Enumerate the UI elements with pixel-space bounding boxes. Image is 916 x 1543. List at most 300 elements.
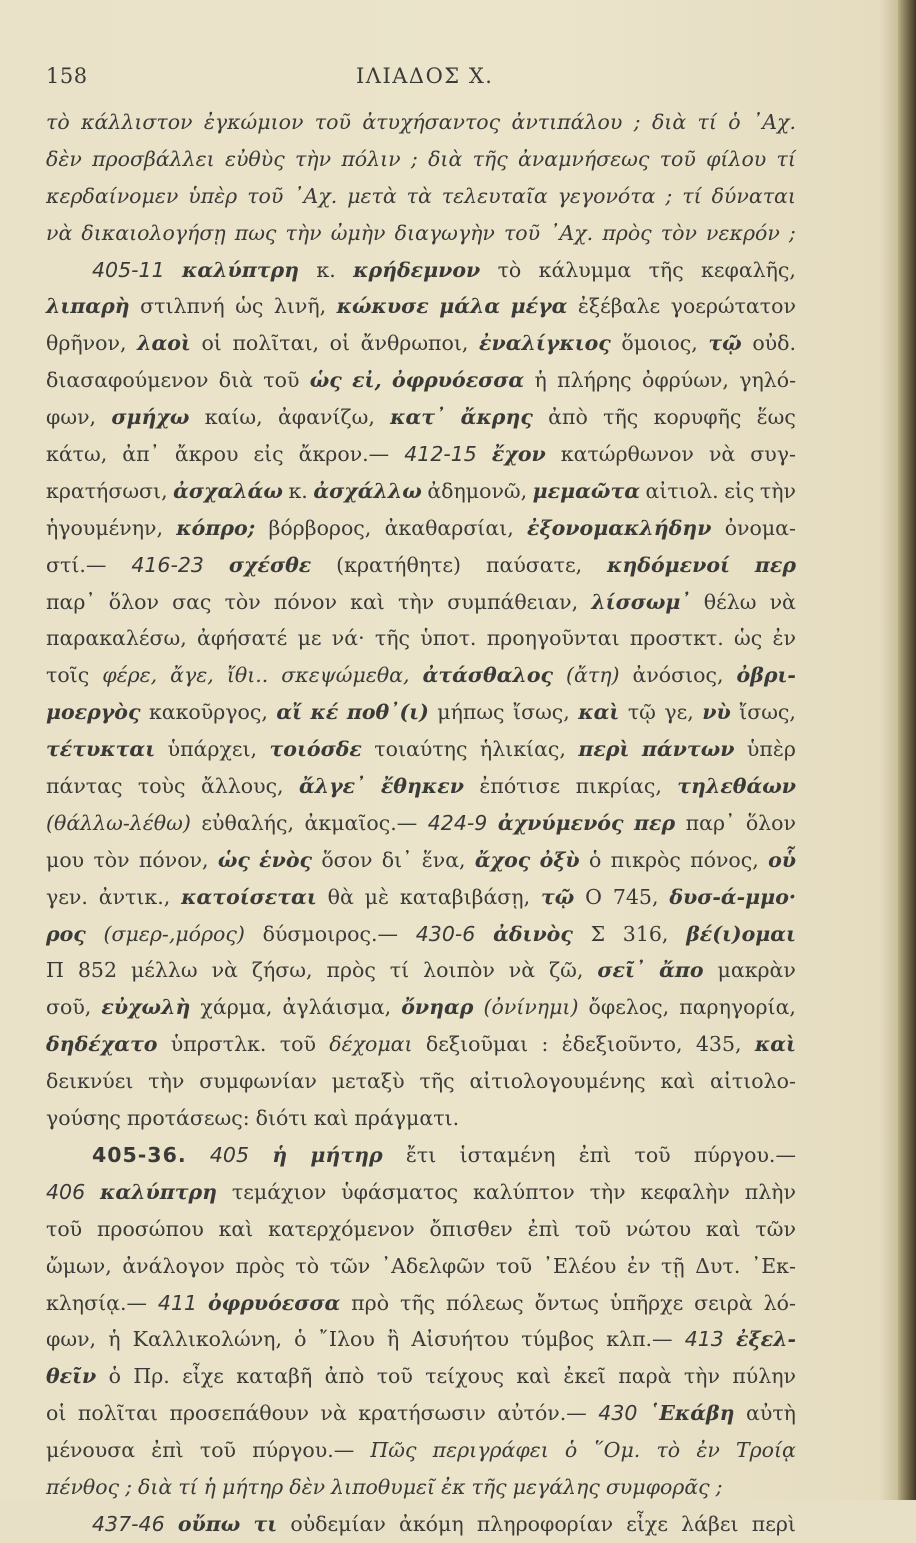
text-fragment: σχέσθε: [228, 552, 312, 577]
text-fragment: μεταξὺ: [331, 1069, 405, 1094]
text-fragment: καὶ: [218, 1216, 254, 1241]
text-fragment: στί.—: [46, 552, 107, 577]
text-fragment: τοῦ: [279, 1032, 316, 1057]
text-fragment: κόπρο;: [176, 515, 256, 540]
text-fragment: θεῖν: [46, 1364, 97, 1389]
text-fragment: περ: [754, 552, 796, 577]
text-fragment: ἀκαθαρσίαι,: [384, 515, 514, 540]
text-fragment: πλὴν: [744, 1179, 796, 1204]
text-fragment: παρὰ: [618, 1364, 672, 1389]
text-fragment: τί: [389, 958, 410, 983]
text-fragment: φέρε,: [102, 663, 158, 688]
text-fragment: ὁ: [728, 110, 741, 134]
text-fragment: ἡλικίας,: [479, 737, 566, 762]
text-fragment: ὑπρστλκ.: [170, 1032, 267, 1057]
text-fragment: καὶ: [313, 1106, 349, 1131]
text-fragment: κεφαλῆς,: [701, 257, 796, 282]
text-fragment: ἄχος: [474, 847, 531, 872]
text-fragment: νώτου: [625, 1216, 692, 1241]
text-fragment: διὰ: [428, 146, 463, 171]
text-fragment: κρατήσωσιν: [358, 1401, 486, 1426]
text-fragment: τῶν: [755, 1216, 796, 1241]
text-fragment: οἱ: [201, 331, 222, 356]
text-fragment: 405-11: [92, 257, 165, 282]
text-fragment: γοερώτατον: [670, 294, 796, 319]
text-fragment: μέλλω: [130, 958, 198, 983]
text-fragment: ᾿Αδελφῶν: [380, 1253, 486, 1278]
text-fragment: ;: [665, 183, 673, 208]
text-fragment: ἐδεξιοῦντο,: [561, 1032, 683, 1057]
text-fragment: ἐξέβαλε: [577, 294, 661, 319]
text-fragment: ἕνα,: [421, 847, 466, 872]
text-line: [46, 1506, 796, 1543]
text-fragment: 430: [598, 1401, 638, 1426]
text-fragment: συμπάθειαν,: [447, 589, 579, 614]
text-fragment: ἴθι..: [226, 663, 269, 688]
text-fragment: μεγάλης: [512, 1474, 600, 1499]
text-line: [46, 104, 796, 141]
text-fragment: ἄνθρωποι,: [360, 331, 469, 356]
text-fragment: ὁ: [564, 1438, 578, 1463]
text-line: [46, 1432, 796, 1469]
text-fragment: ὡς: [734, 626, 763, 651]
text-fragment: μάλα: [439, 294, 501, 319]
text-fragment: κώκυσε: [336, 294, 429, 319]
text-fragment: δυσ-ά-μμο·: [669, 884, 796, 909]
text-fragment: ἀκόμη: [399, 1511, 464, 1536]
text-fragment: ὤμων,: [46, 1253, 112, 1278]
text-fragment: ἄλγε᾿: [299, 774, 366, 799]
text-fragment: οὗ: [768, 847, 796, 872]
text-fragment: τὴν: [397, 589, 435, 614]
text-fragment: κατερχόμενον: [268, 1216, 415, 1241]
text-fragment: οὐδεμίαν: [290, 1511, 386, 1536]
text-fragment: τῆς: [374, 626, 411, 651]
text-fragment: ἀναμνήσεως: [517, 146, 650, 171]
text-fragment: ὀφρύων,: [641, 368, 729, 393]
text-fragment: ῞Ομ.: [593, 1438, 641, 1463]
text-line: [46, 694, 796, 731]
text-fragment: φίλου: [706, 146, 767, 171]
text-fragment: μήτηρ: [221, 1474, 284, 1499]
text-fragment: ἀπὸ: [548, 405, 588, 430]
book-spine-edge: [898, 0, 916, 1500]
text-fragment: ἀνάλογον: [122, 1253, 225, 1278]
text-fragment: συγ-: [750, 442, 796, 467]
text-fragment: (ἄτη): [566, 663, 620, 688]
text-fragment: ζῶ,: [549, 958, 584, 983]
text-fragment: τί: [776, 146, 796, 171]
text-fragment: 411: [157, 1290, 198, 1315]
text-fragment: πόνον,: [138, 847, 209, 872]
text-fragment: αὐτὴ: [746, 1401, 796, 1426]
text-fragment: ὀβρι-: [736, 663, 796, 688]
text-fragment: εἶχε: [626, 1511, 668, 1536]
text-fragment: ᾿Αχ.: [549, 220, 594, 245]
text-fragment: ὑπὲρ: [746, 737, 796, 762]
text-fragment: χάρμα,: [200, 995, 273, 1020]
text-fragment: εἰς: [724, 478, 755, 503]
text-fragment: μου: [46, 847, 85, 872]
text-fragment: τεμάχιον: [231, 1179, 327, 1204]
text-line: [46, 1469, 796, 1506]
text-fragment: ὀφρυόεσσα: [391, 368, 525, 393]
text-fragment: πύργου.—: [252, 1438, 355, 1463]
text-fragment: μήτηρ: [310, 1142, 383, 1167]
text-fragment: αἴ: [276, 700, 303, 725]
text-fragment: παρακαλέσω,: [46, 626, 187, 651]
text-line: [46, 399, 796, 436]
text-fragment: ἀσχαλάω: [173, 478, 283, 503]
text-fragment: τείχους: [425, 1364, 504, 1389]
text-fragment: κατώρθωνον: [560, 442, 694, 467]
text-fragment: πρὸς: [235, 1253, 285, 1278]
text-fragment: αἰτιολογουμένης: [469, 1069, 646, 1094]
text-fragment: τὸ: [656, 1438, 681, 1463]
text-fragment: τὴν: [759, 478, 796, 503]
text-fragment: τοῦ: [199, 1438, 237, 1463]
text-fragment: ὅμοιος,: [621, 331, 698, 356]
text-fragment: οἱ: [46, 1401, 67, 1426]
text-fragment: τοὺς: [137, 774, 186, 799]
text-fragment: 430-6: [415, 921, 476, 946]
text-fragment: ὑπὲρ: [188, 183, 238, 208]
text-fragment: θὰ: [327, 884, 354, 909]
text-fragment: (θάλλω-λέθω): [46, 810, 191, 835]
text-fragment: κλπ.—: [606, 1327, 673, 1352]
text-fragment: Δυτ.: [695, 1253, 741, 1278]
text-fragment: ἢ: [386, 1327, 400, 1352]
text-fragment: ἄλλους,: [200, 774, 284, 799]
text-fragment: ἐπότισε: [479, 774, 561, 799]
text-fragment: 745,: [612, 884, 659, 909]
text-fragment: μακρὰν: [717, 958, 796, 983]
text-fragment: μένουσα: [46, 1438, 136, 1463]
text-fragment: ἀχνύμενός: [497, 810, 624, 835]
text-fragment: μεμαῶτα: [532, 478, 641, 503]
text-fragment: ἀτυχήσαντος: [362, 110, 501, 134]
text-fragment: πολῖται: [77, 1401, 158, 1426]
text-fragment: πόνος,: [690, 847, 759, 872]
text-fragment: περιγράφει: [432, 1438, 549, 1463]
text-fragment: πύργου.—: [693, 1142, 796, 1167]
text-fragment: ἄκρον.—: [298, 442, 390, 467]
text-line: [46, 178, 796, 215]
text-fragment: ζήσω,: [251, 958, 313, 983]
text-line: [46, 215, 796, 252]
text-fragment: ἀκμαῖος.—: [304, 810, 418, 835]
text-fragment: καίω,: [204, 405, 263, 430]
text-fragment: ἐκ: [441, 1474, 466, 1499]
text-fragment: ὁ: [588, 847, 602, 872]
text-line: [46, 989, 796, 1026]
text-fragment: ἡγουμένην,: [46, 515, 164, 540]
text-fragment: 316,: [622, 921, 669, 946]
text-fragment: περ: [634, 810, 676, 835]
text-line: [46, 141, 796, 178]
text-fragment: καὶ: [350, 589, 385, 614]
text-fragment: ἐξονομακλήδην: [527, 515, 712, 540]
text-fragment: τι: [253, 1511, 278, 1536]
text-fragment: τὸ: [46, 110, 70, 134]
text-fragment: 412-15: [404, 442, 477, 467]
text-fragment: Πῶς: [370, 1438, 417, 1463]
text-fragment: ὁ: [294, 1327, 307, 1352]
text-fragment: θρῆνον,: [46, 331, 127, 356]
text-fragment: πρὸ: [351, 1290, 390, 1315]
text-fragment: σεῖ᾿: [597, 958, 646, 983]
text-fragment: ἡ: [272, 1142, 288, 1167]
text-fragment: ἀσχάλλω: [313, 478, 422, 503]
text-fragment: τοῦ: [263, 368, 300, 393]
text-fragment: προστκτ.: [629, 626, 724, 651]
text-fragment: πόλεως: [446, 1290, 524, 1315]
text-fragment: τῆς: [471, 1474, 507, 1499]
text-fragment: οὔπω: [177, 1511, 241, 1536]
text-fragment: ἐν: [626, 1253, 651, 1278]
text-fragment: οὐδ.: [752, 331, 796, 356]
text-fragment: ἐπὶ: [151, 1438, 184, 1463]
text-fragment: (ὀνίνημι): [483, 995, 579, 1020]
text-fragment: ὅλον: [745, 810, 796, 835]
text-fragment: Καλλικολώνη,: [132, 1327, 282, 1352]
text-fragment: διότι: [255, 1106, 308, 1131]
text-fragment: τῆς: [399, 1290, 436, 1315]
text-fragment: φων,: [46, 1327, 97, 1352]
text-fragment: καὶ: [754, 1032, 796, 1057]
text-fragment: νὰ: [769, 589, 796, 614]
text-fragment: τῷ: [708, 331, 742, 356]
text-line: [46, 805, 796, 842]
text-fragment: γεγονότα: [557, 183, 656, 208]
text-fragment: Τροίᾳ: [735, 1438, 796, 1463]
text-line: [46, 620, 796, 657]
text-fragment: ;: [788, 220, 796, 245]
text-fragment: φων,: [46, 405, 97, 430]
text-fragment: γεν.: [46, 884, 88, 909]
text-fragment: λαοὶ: [137, 331, 191, 356]
text-fragment: κάλυμμα: [538, 257, 632, 282]
text-fragment: τοῦ: [574, 1216, 612, 1241]
text-fragment: συμφορᾶς: [605, 1474, 710, 1499]
text-fragment: ἀπ᾿: [122, 442, 160, 467]
text-fragment: δικαιολογήσῃ: [81, 220, 226, 245]
text-fragment: ἴσως,: [513, 700, 570, 725]
text-fragment: Ο: [585, 884, 602, 909]
text-fragment: σκεψώμεθα,: [281, 663, 410, 688]
text-fragment: τοῦ: [503, 220, 541, 245]
text-fragment: ἔχον: [491, 442, 546, 467]
text-fragment: κατ᾿: [390, 405, 446, 430]
text-fragment: τῆς: [419, 1069, 455, 1094]
text-fragment: σας: [172, 589, 212, 614]
text-fragment: διὰ: [138, 1474, 173, 1499]
text-fragment: ὀξὺ: [539, 847, 580, 872]
text-line: [46, 252, 796, 289]
text-fragment: ἐν: [696, 1438, 720, 1463]
text-fragment: ᾿Εκ-: [750, 1253, 796, 1278]
text-fragment: δύναται: [711, 183, 796, 208]
text-fragment: 424-9: [427, 810, 488, 835]
text-fragment: ἐν: [772, 626, 796, 651]
text-fragment: ;: [715, 1474, 723, 1499]
text-fragment: εὐθαλής,: [201, 810, 294, 835]
text-fragment: λίσσωμ᾿: [591, 589, 691, 614]
text-fragment: ἄκρης: [460, 405, 533, 430]
text-fragment: νὰ: [211, 958, 238, 983]
text-line: [46, 1174, 796, 1211]
text-fragment: ἀπὸ: [324, 1364, 365, 1389]
text-fragment: ὁ: [108, 1364, 121, 1389]
text-fragment: ὑπῆρχε: [609, 1290, 684, 1315]
text-fragment: τοῦ: [659, 146, 696, 171]
text-fragment: τί: [682, 183, 702, 208]
text-fragment: εὐχωλὴ: [101, 995, 191, 1020]
text-fragment: Αἰσυήτου: [411, 1327, 510, 1352]
text-fragment: ὄπισθεν: [429, 1216, 513, 1241]
text-fragment: ἐγκώμιον: [203, 110, 304, 134]
text-fragment: ὑποτ.: [420, 626, 477, 651]
text-line: [46, 1358, 796, 1395]
text-fragment: παρ᾿: [685, 810, 736, 835]
text-fragment: εἰ,: [352, 368, 382, 393]
text-fragment: ἐπὶ: [578, 1142, 612, 1167]
text-fragment: κρατήσωσι,: [46, 478, 168, 503]
text-fragment: ἀφανίζω,: [277, 405, 375, 430]
text-fragment: τοιόσδε: [269, 737, 362, 762]
text-fragment: τοῦ: [314, 110, 351, 134]
text-fragment: (σμερ-,μόρος): [103, 921, 245, 946]
text-fragment: 435,: [695, 1032, 742, 1057]
text-fragment: ὄνηαρ: [401, 995, 474, 1020]
text-fragment: προσεπάθουν: [169, 1401, 309, 1426]
text-fragment: τὸ: [295, 1253, 320, 1278]
text-line: [46, 1026, 796, 1063]
text-line: [46, 1248, 796, 1285]
text-fragment: δὲν: [46, 146, 82, 171]
text-fragment: καὶ: [578, 700, 620, 725]
text-fragment: ᾿Αχ.: [752, 110, 796, 134]
text-fragment: παύσατε,: [486, 552, 583, 577]
text-fragment: ;: [125, 1474, 133, 1499]
text-fragment: κ.: [316, 257, 336, 282]
text-fragment: σμήχω: [111, 405, 190, 430]
text-fragment: τὴν: [294, 146, 332, 171]
text-fragment: καὶ: [705, 1216, 741, 1241]
text-fragment: αἰτιολ.: [645, 478, 719, 503]
text-fragment: πάντας: [46, 774, 123, 799]
text-fragment: ὡς: [235, 294, 264, 319]
text-line: [46, 1100, 796, 1137]
text-fragment: δὲν: [289, 1474, 326, 1499]
text-fragment: τοῖς: [46, 663, 90, 688]
text-fragment: (κρατήθητε): [336, 552, 462, 577]
text-fragment: καὶ: [660, 1069, 696, 1094]
text-fragment: τὸν: [224, 589, 261, 614]
text-line: [46, 325, 796, 362]
text-fragment: ᾿Ελέου: [542, 1253, 617, 1278]
text-fragment: πληροφορίαν: [476, 1511, 614, 1536]
text-fragment: τελευταῖα: [441, 183, 548, 208]
text-fragment: πόλιν: [341, 146, 401, 171]
text-line: [46, 547, 796, 584]
text-fragment: τῷ: [627, 700, 656, 725]
text-fragment: δεικνύει: [46, 1069, 134, 1094]
text-fragment: ὄντως: [534, 1290, 599, 1315]
text-fragment: ἀνόσιος,: [632, 663, 724, 688]
text-fragment: τοῦ: [376, 1364, 413, 1389]
text-fragment: πένθος: [46, 1474, 120, 1499]
text-fragment: νὰ: [320, 1401, 347, 1426]
text-fragment: ποθ᾿(ι): [346, 700, 429, 725]
text-line: [46, 952, 796, 989]
text-fragment: 437-46: [92, 1511, 165, 1536]
text-fragment: πάντων: [641, 737, 735, 762]
text-fragment: τῇ: [661, 1253, 685, 1278]
text-fragment: κάλλιστον: [81, 110, 193, 134]
text-fragment: 413: [684, 1327, 724, 1352]
text-fragment: τοῦ: [46, 1216, 83, 1241]
text-line: [46, 1137, 796, 1174]
text-fragment: νὺ: [702, 700, 731, 725]
text-fragment: πράγματι.: [354, 1106, 460, 1131]
text-fragment: μέγα: [510, 294, 568, 319]
text-fragment: ὠμὴν: [330, 220, 386, 245]
text-line: [46, 657, 796, 694]
text-fragment: ἐκεῖ: [563, 1364, 606, 1389]
text-fragment: νεκρόν: [706, 220, 780, 245]
text-fragment: Π: [46, 958, 64, 983]
text-fragment: κ.: [288, 478, 308, 503]
text-fragment: 405: [209, 1142, 250, 1167]
text-fragment: θέλω: [703, 589, 757, 614]
text-fragment: βόρβορος,: [268, 515, 372, 540]
text-fragment: τὴν: [683, 1364, 720, 1389]
text-fragment: ὑπάρχει,: [167, 737, 258, 762]
text-line: [46, 1395, 796, 1432]
text-fragment: λιποθυμεῖ: [331, 1474, 436, 1499]
text-fragment: ἴσως,: [739, 700, 796, 725]
text-fragment: ἔθηκεν: [380, 774, 464, 799]
text-fragment: ὀφρυόεσσα: [208, 1290, 341, 1315]
text-fragment: τοιαύτης: [374, 737, 468, 762]
text-fragment: διὰ: [218, 368, 253, 393]
text-fragment: ἀδημονῶ,: [427, 478, 528, 503]
text-fragment: συμφωνίαν: [199, 1069, 317, 1094]
text-fragment: κέ: [310, 700, 339, 725]
text-line: [46, 842, 796, 879]
text-fragment: πικρίας,: [575, 774, 662, 799]
commentary-text: [46, 104, 796, 1543]
text-fragment: δηδέχατο: [46, 1032, 158, 1057]
text-fragment: τί: [178, 1474, 198, 1499]
text-fragment: βέ(ι)ομαι: [686, 921, 796, 946]
text-fragment: δι᾿: [381, 847, 413, 872]
text-fragment: τῆς: [603, 405, 639, 430]
text-fragment: τὰ: [406, 183, 432, 208]
text-fragment: γηλό-: [739, 368, 796, 393]
text-fragment: καταβῆ: [236, 1364, 313, 1389]
text-fragment: τύμβος: [521, 1327, 595, 1352]
text-fragment: λινῆ,: [273, 294, 327, 319]
text-fragment: γε,: [664, 700, 694, 725]
text-fragment: τὸν: [660, 220, 697, 245]
text-line: [46, 1063, 796, 1100]
text-fragment: καταβιβάσῃ,: [399, 884, 531, 909]
text-fragment: ὡς: [217, 847, 250, 872]
text-fragment: κηδόμενοί: [607, 552, 730, 577]
text-line: [46, 1211, 796, 1248]
